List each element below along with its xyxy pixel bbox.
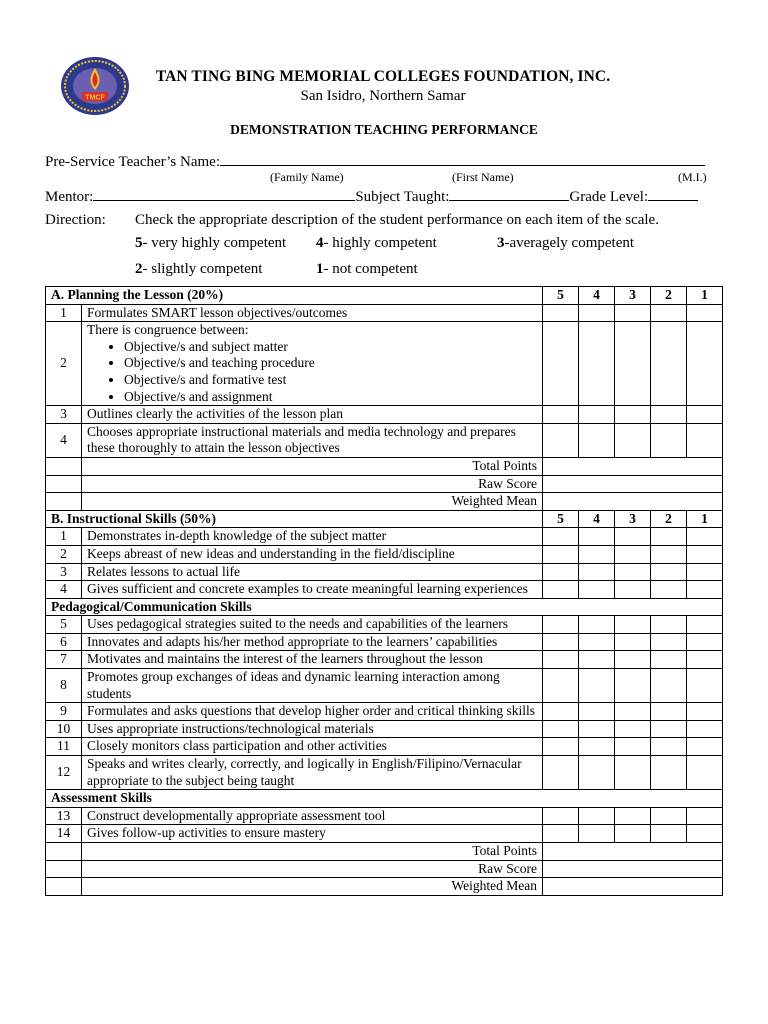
item-text: Promotes group exchanges of ideas and dynamic learning interaction among students xyxy=(82,669,543,703)
section-b-title: B. Instructional Skills (50%) xyxy=(46,510,543,528)
assessment-header xyxy=(46,790,723,808)
rating-cell-3[interactable] xyxy=(615,304,651,322)
rating-cell-1[interactable] xyxy=(687,545,723,563)
assessment-title: Assessment Skills xyxy=(46,790,723,808)
rating-cell-1[interactable] xyxy=(687,633,723,651)
rating-cell-5[interactable] xyxy=(543,825,579,843)
rating-cell-1[interactable] xyxy=(687,651,723,669)
section-a-title: A. Planning the Lesson (20%) xyxy=(46,287,543,305)
rating-cell-3[interactable] xyxy=(615,563,651,581)
item-number: 2 xyxy=(46,545,82,563)
rating-cell-3[interactable] xyxy=(615,738,651,756)
table-row xyxy=(46,616,723,634)
rating-cell-1[interactable] xyxy=(687,304,723,322)
item-number: 8 xyxy=(46,669,82,703)
rating-cell-5[interactable] xyxy=(543,669,579,703)
scale-header-4: 4 xyxy=(579,287,615,305)
rating-cell-5[interactable] xyxy=(543,581,579,599)
rating-cell-3[interactable] xyxy=(615,651,651,669)
teacher-name-label: Pre-Service Teacher’s Name: xyxy=(45,154,220,170)
rating-cell-2[interactable] xyxy=(651,581,687,599)
rating-cell-2[interactable] xyxy=(651,651,687,669)
weighted-mean-value[interactable] xyxy=(543,878,723,896)
rating-cell-2[interactable] xyxy=(651,616,687,634)
item-number: 13 xyxy=(46,807,82,825)
table-row xyxy=(46,825,723,843)
table-row xyxy=(46,581,723,599)
rating-cell-4[interactable] xyxy=(579,616,615,634)
raw-score-label: Raw Score xyxy=(82,860,543,878)
rating-cell-2[interactable] xyxy=(651,756,687,790)
rating-cell-5[interactable] xyxy=(543,738,579,756)
item-text: Keeps abreast of new ideas and understanding in the field/discipline xyxy=(82,545,543,563)
grade-field[interactable] xyxy=(648,187,698,201)
rating-cell-5[interactable] xyxy=(543,528,579,546)
rating-cell-5[interactable] xyxy=(543,807,579,825)
rating-cell-1[interactable] xyxy=(687,738,723,756)
section-b-header xyxy=(46,510,723,528)
section-a-header xyxy=(46,287,723,305)
pedagogical-title: Pedagogical/Communication Skills xyxy=(46,598,723,616)
rating-cell-4[interactable] xyxy=(579,633,615,651)
scale-4: 4- highly competent xyxy=(316,235,437,251)
rating-cell-2[interactable] xyxy=(651,703,687,721)
table-row xyxy=(46,322,723,406)
rating-cell-2[interactable] xyxy=(651,322,687,406)
scale-5: 5- very highly competent xyxy=(135,235,287,251)
rating-cell-1[interactable] xyxy=(687,756,723,790)
rating-cell-2[interactable] xyxy=(651,633,687,651)
total-points-label: Total Points xyxy=(82,457,543,475)
total-points-value[interactable] xyxy=(543,843,723,861)
grade-label: Grade Level: xyxy=(569,189,649,205)
rating-cell-4[interactable] xyxy=(579,304,615,322)
item-number: 14 xyxy=(46,825,82,843)
rating-cell-3[interactable] xyxy=(615,756,651,790)
item-number: 6 xyxy=(46,633,82,651)
table-row xyxy=(46,545,723,563)
rating-table xyxy=(45,286,723,896)
direction-label: Direction: xyxy=(45,212,106,228)
item-number: 5 xyxy=(46,616,82,634)
rating-cell-2[interactable] xyxy=(651,825,687,843)
item-number: 1 xyxy=(46,304,82,322)
weighted-mean-label: Weighted Mean xyxy=(82,878,543,896)
scale-header-5: 5 xyxy=(543,287,579,305)
rating-cell-2[interactable] xyxy=(651,528,687,546)
table-row xyxy=(46,756,723,790)
rating-cell-2[interactable] xyxy=(651,406,687,424)
rating-cell-5[interactable] xyxy=(543,720,579,738)
item-number: 3 xyxy=(46,563,82,581)
item-text xyxy=(82,322,543,406)
rating-cell-3[interactable] xyxy=(615,406,651,424)
raw-score-value[interactable] xyxy=(543,860,723,878)
mi-hint: (M.I.) xyxy=(678,170,707,184)
rating-cell-5[interactable] xyxy=(543,633,579,651)
congruence-list xyxy=(87,339,537,405)
rating-cell-1[interactable] xyxy=(687,406,723,424)
scale-header-4: 4 xyxy=(579,510,615,528)
item-text: Closely monitors class participation and other activities xyxy=(82,738,543,756)
rating-cell-3[interactable] xyxy=(615,807,651,825)
weighted-mean-row xyxy=(46,878,723,896)
table-row xyxy=(46,633,723,651)
item-text: Speaks and writes clearly, correctly, and logically in English/Filipino/Vernacular appropriate to the subject being taught xyxy=(82,756,543,790)
table-row xyxy=(46,703,723,721)
item-number: 9 xyxy=(46,703,82,721)
item-number: 7 xyxy=(46,651,82,669)
mentor-field[interactable] xyxy=(93,187,355,201)
rating-cell-5[interactable] xyxy=(543,423,579,457)
rating-cell-1[interactable] xyxy=(687,581,723,599)
pedagogical-header xyxy=(46,598,723,616)
item-number: 2 xyxy=(46,322,82,406)
subject-field[interactable] xyxy=(449,187,569,201)
form-title: DEMONSTRATION TEACHING PERFORMANCE xyxy=(230,122,538,137)
item-number: 11 xyxy=(46,738,82,756)
weighted-mean-row xyxy=(46,493,723,511)
rating-cell-4[interactable] xyxy=(579,581,615,599)
total-points-label: Total Points xyxy=(82,843,543,861)
rating-cell-1[interactable] xyxy=(687,720,723,738)
rating-cell-3[interactable] xyxy=(615,703,651,721)
rating-cell-3[interactable] xyxy=(615,633,651,651)
rating-cell-2[interactable] xyxy=(651,738,687,756)
rating-cell-4[interactable] xyxy=(579,528,615,546)
scale-2: 2- slightly competent xyxy=(135,261,263,277)
rating-cell-4[interactable] xyxy=(579,756,615,790)
college-seal-logo xyxy=(60,56,130,116)
rating-cell-4[interactable] xyxy=(579,720,615,738)
teacher-name-field[interactable] xyxy=(220,152,705,166)
scale-header-5: 5 xyxy=(543,510,579,528)
college-address: San Isidro, Northern Samar xyxy=(300,88,466,104)
scale-header-2: 2 xyxy=(651,510,687,528)
rating-cell-2[interactable] xyxy=(651,545,687,563)
rating-cell-3[interactable] xyxy=(615,322,651,406)
rating-cell-4[interactable] xyxy=(579,563,615,581)
total-points-row xyxy=(46,843,723,861)
list-item: • Objective/s and assignment xyxy=(124,389,537,406)
table-row xyxy=(46,669,723,703)
item-text: Uses pedagogical strategies suited to the needs and capabilities of the learners xyxy=(82,616,543,634)
list-item: • Objective/s and teaching procedure xyxy=(124,355,537,372)
rating-cell-1[interactable] xyxy=(687,669,723,703)
rating-cell-3[interactable] xyxy=(615,616,651,634)
rating-cell-5[interactable] xyxy=(543,545,579,563)
item-text: Relates lessons to actual life xyxy=(82,563,543,581)
item-number: 3 xyxy=(46,406,82,424)
rating-cell-1[interactable] xyxy=(687,322,723,406)
table-row xyxy=(46,651,723,669)
rating-cell-4[interactable] xyxy=(579,807,615,825)
rating-cell-2[interactable] xyxy=(651,807,687,825)
item-text: Motivates and maintains the interest of the learners throughout the lesson xyxy=(82,651,543,669)
scale-1: 1- not competent xyxy=(316,261,418,277)
item-number: 10 xyxy=(46,720,82,738)
weighted-mean-label: Weighted Mean xyxy=(82,493,543,511)
rating-cell-5[interactable] xyxy=(543,756,579,790)
item-text: Innovates and adapts his/her method appropriate to the learners’ capabilities xyxy=(82,633,543,651)
rating-cell-4[interactable] xyxy=(579,738,615,756)
rating-cell-2[interactable] xyxy=(651,563,687,581)
rating-cell-4[interactable] xyxy=(579,703,615,721)
table-row xyxy=(46,807,723,825)
item-text: Formulates SMART lesson objectives/outcomes xyxy=(82,304,543,322)
item-number: 4 xyxy=(46,581,82,599)
item-text: Construct developmentally appropriate assessment tool xyxy=(82,807,543,825)
rating-cell-2[interactable] xyxy=(651,304,687,322)
congruence-intro: There is congruence between: xyxy=(87,322,249,338)
table-row xyxy=(46,423,723,457)
rating-cell-1[interactable] xyxy=(687,616,723,634)
rating-cell-4[interactable] xyxy=(579,322,615,406)
item-text: Formulates and asks questions that develop higher order and critical thinking skills xyxy=(82,703,543,721)
rating-cell-5[interactable] xyxy=(543,703,579,721)
item-number: 4 xyxy=(46,423,82,457)
teacher-name-row xyxy=(45,152,705,171)
scale-header-2: 2 xyxy=(651,287,687,305)
rating-cell-4[interactable] xyxy=(579,825,615,843)
table-row xyxy=(46,406,723,424)
table-row xyxy=(46,738,723,756)
table-row xyxy=(46,720,723,738)
rating-cell-1[interactable] xyxy=(687,807,723,825)
item-text: Gives sufficient and concrete examples to create meaningful learning experiences xyxy=(82,581,543,599)
rating-cell-4[interactable] xyxy=(579,651,615,669)
item-number: 1 xyxy=(46,528,82,546)
weighted-mean-value[interactable] xyxy=(543,493,723,511)
rating-cell-1[interactable] xyxy=(687,703,723,721)
rating-cell-5[interactable] xyxy=(543,651,579,669)
rating-cell-5[interactable] xyxy=(543,406,579,424)
letterhead xyxy=(140,68,626,105)
item-number: 12 xyxy=(46,756,82,790)
rating-cell-2[interactable] xyxy=(651,423,687,457)
rating-cell-3[interactable] xyxy=(615,720,651,738)
scale-header-3: 3 xyxy=(615,287,651,305)
raw-score-value[interactable] xyxy=(543,475,723,493)
rating-cell-1[interactable] xyxy=(687,423,723,457)
rating-cell-1[interactable] xyxy=(687,528,723,546)
item-text: Gives follow-up activities to ensure mastery xyxy=(82,825,543,843)
rating-cell-4[interactable] xyxy=(579,669,615,703)
rating-cell-3[interactable] xyxy=(615,669,651,703)
table-row xyxy=(46,563,723,581)
direction-text: Check the appropriate description of the student performance on each item of the scale. xyxy=(135,212,659,228)
raw-score-row xyxy=(46,860,723,878)
rating-cell-3[interactable] xyxy=(615,423,651,457)
total-points-value[interactable] xyxy=(543,457,723,475)
rating-cell-1[interactable] xyxy=(687,563,723,581)
table-row xyxy=(46,528,723,546)
item-text: Demonstrates in-depth knowledge of the subject matter xyxy=(82,528,543,546)
scale-header-3: 3 xyxy=(615,510,651,528)
college-name: TAN TING BING MEMORIAL COLLEGES FOUNDATION, INC. xyxy=(155,68,611,85)
rating-cell-2[interactable] xyxy=(651,669,687,703)
mentor-label: Mentor: xyxy=(45,189,94,205)
seal-text: TMCF xyxy=(85,94,105,102)
subject-label: Subject Taught: xyxy=(355,189,450,205)
rating-cell-3[interactable] xyxy=(615,528,651,546)
rating-cell-2[interactable] xyxy=(651,720,687,738)
mentor-row xyxy=(45,187,698,206)
rating-cell-3[interactable] xyxy=(615,545,651,563)
rating-cell-1[interactable] xyxy=(687,825,723,843)
rating-cell-5[interactable] xyxy=(543,616,579,634)
first-name-hint: (First Name) xyxy=(452,170,514,184)
raw-score-label: Raw Score xyxy=(82,475,543,493)
total-points-row xyxy=(46,457,723,475)
item-text: Chooses appropriate instructional materials and media technology and prepares these thoroughly to attain the lesson objectives xyxy=(82,423,543,457)
raw-score-row xyxy=(46,475,723,493)
rating-cell-4[interactable] xyxy=(579,423,615,457)
item-text: Uses appropriate instructions/technological materials xyxy=(82,720,543,738)
family-name-hint: (Family Name) xyxy=(270,170,344,184)
scale-header-1: 1 xyxy=(687,287,723,305)
scale-3: 3-averagely competent xyxy=(497,235,635,251)
rating-cell-4[interactable] xyxy=(579,545,615,563)
list-item: • Objective/s and formative test xyxy=(124,372,537,389)
table-row xyxy=(46,304,723,322)
rating-cell-3[interactable] xyxy=(615,825,651,843)
rating-cell-5[interactable] xyxy=(543,563,579,581)
item-text: Outlines clearly the activities of the lesson plan xyxy=(82,406,543,424)
list-item: • Objective/s and subject matter xyxy=(124,339,537,356)
rating-cell-5[interactable] xyxy=(543,322,579,406)
rating-cell-3[interactable] xyxy=(615,581,651,599)
rating-cell-4[interactable] xyxy=(579,406,615,424)
rating-cell-5[interactable] xyxy=(543,304,579,322)
scale-header-1: 1 xyxy=(687,510,723,528)
